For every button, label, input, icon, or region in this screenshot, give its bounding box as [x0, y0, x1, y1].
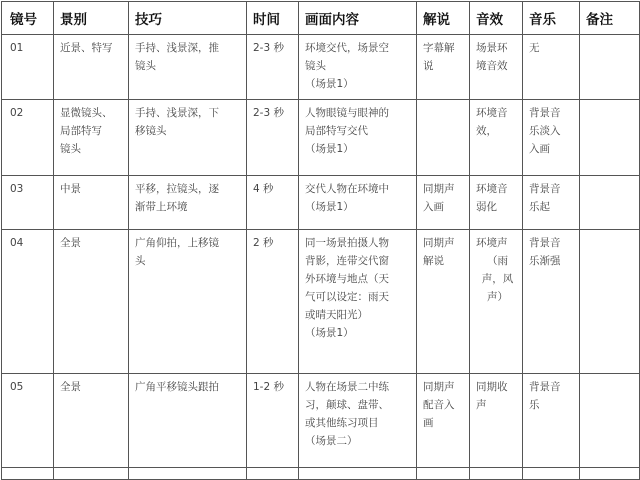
- cell-shot-number: 02: [2, 100, 54, 176]
- cell-notes: [580, 35, 640, 100]
- cell-technique: 平移，拉镜头，逐 渐带上环境: [129, 176, 247, 230]
- cell-notes: [580, 176, 640, 230]
- header-shot-scale: 景别: [54, 2, 129, 35]
- header-shot-number: 镜号: [2, 2, 54, 35]
- cell-shot-number: 03: [2, 176, 54, 230]
- header-technique: 技巧: [129, 2, 247, 35]
- cell-sound: 场景环 境音效: [470, 35, 523, 100]
- cell-shot-scale: 全景: [54, 374, 129, 468]
- cell-content: 环境交代，场景空 镜头 （场景1）: [299, 35, 417, 100]
- header-music: 音乐: [523, 2, 580, 35]
- cell-shot-scale: 显微镜头、 局部特写 镜头: [54, 100, 129, 176]
- cell-narration: 同期声 配音入 画: [417, 374, 470, 468]
- cell-narration: 字幕解 说: [417, 35, 470, 100]
- cell-narration: 同期声 入画: [417, 176, 470, 230]
- cell-shot-number: 05: [2, 374, 54, 468]
- cell-narration: 同期声 解说: [417, 230, 470, 374]
- cell-shot-number: 04: [2, 230, 54, 374]
- cell-time: 2 秒: [247, 230, 299, 374]
- cell-sound: 环境声 （雨 声，风 声）: [470, 230, 523, 374]
- cell-music: 背景音 乐淡入 入画: [523, 100, 580, 176]
- cell-shot-scale: 中景: [54, 176, 129, 230]
- cell-technique: 广角仰拍，上移镜 头: [129, 230, 247, 374]
- cell-content: 人物眼镜与眼神的 局部特写交代 （场景1）: [299, 100, 417, 176]
- header-notes: 备注: [580, 2, 640, 35]
- cell-narration: [417, 100, 470, 176]
- table-row: [2, 35, 640, 100]
- cell-technique: 手持、浅景深，推 镜头: [129, 35, 247, 100]
- cell-music: 无: [523, 35, 580, 100]
- cell-music: 背景音 乐渐强: [523, 230, 580, 374]
- cell-shot-number: 01: [2, 35, 54, 100]
- cell-sound: 环境音 弱化: [470, 176, 523, 230]
- header-content: 画面内容: [299, 2, 417, 35]
- header-narration: 解说: [417, 2, 470, 35]
- cell-notes: [580, 230, 640, 374]
- storyboard-table: [1, 1, 640, 480]
- table-row: [2, 176, 640, 230]
- cell-music: 背景音 乐起: [523, 176, 580, 230]
- cell-time: 1-2 秒: [247, 374, 299, 468]
- cell-notes: [580, 374, 640, 468]
- table-row-partial: [2, 468, 640, 480]
- cell-sound: 同期收 声: [470, 374, 523, 468]
- cell-shot-scale: 全景: [54, 230, 129, 374]
- cell-sound: 环境音 效，: [470, 100, 523, 176]
- cell-time: 4 秒: [247, 176, 299, 230]
- cell-time: 2-3 秒: [247, 100, 299, 176]
- cell-content: 人物在场景二中练 习，颠球、盘带、 或其他练习项目 （场景二）: [299, 374, 417, 468]
- cell-music: 背景音 乐: [523, 374, 580, 468]
- table-row: [2, 230, 640, 374]
- cell-notes: [580, 100, 640, 176]
- table-row: [2, 374, 640, 468]
- table-row: [2, 100, 640, 176]
- cell-content: 交代人物在环境中 （场景1）: [299, 176, 417, 230]
- cell-technique: 手持、浅景深，下 移镜头: [129, 100, 247, 176]
- header-sound: 音效: [470, 2, 523, 35]
- header-row: [2, 2, 640, 35]
- cell-shot-scale: 近景、特写: [54, 35, 129, 100]
- header-time: 时间: [247, 2, 299, 35]
- cell-content: 同一场景拍摄人物 背影，连带交代窗 外环境与地点（天 气可以设定：雨天 或晴天阳光） （场景1）: [299, 230, 417, 374]
- cell-technique: 广角平移镜头跟拍: [129, 374, 247, 468]
- cell-time: 2-3 秒: [247, 35, 299, 100]
